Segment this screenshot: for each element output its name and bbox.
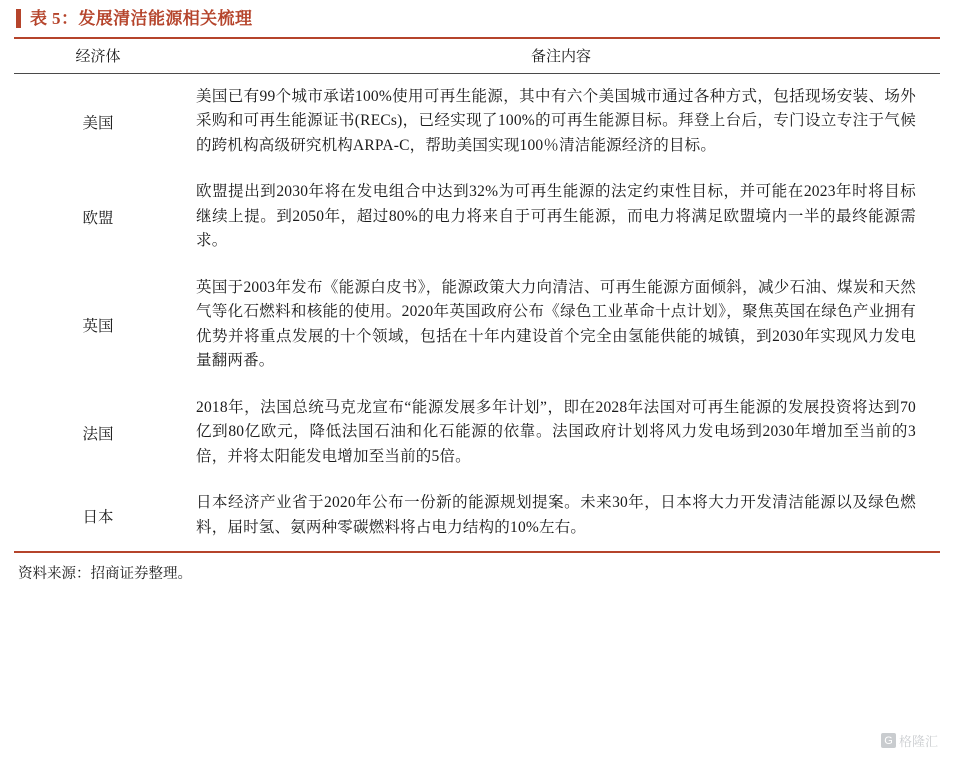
table-title bbox=[14, 0, 940, 36]
table-header bbox=[14, 39, 940, 73]
table-row bbox=[14, 480, 940, 551]
title-accent-bar bbox=[16, 9, 21, 28]
cell-economy: 欧盟 bbox=[82, 210, 114, 228]
cell-note: 英国于2003年发布《能源白皮书》，能源政策大力向清洁、可再生能源方面倾斜，减少石油、煤炭和天然气等化石燃料和核能的使用。2020年英国政府公布《绿色工业革命十点计划》，聚焦英国在绿色产业拥有优势并将重点发展的十个领域，包括在十年内建设首个完全由氢能供能的城镇，到2030年实现风力发电量翻两番。 bbox=[196, 278, 916, 370]
table-body bbox=[14, 73, 940, 551]
cell-note: 日本经济产业省于2020年公布一份新的能源规划提案。未来30年，日本将大力开发清洁能源以及绿色燃料，届时氢、氨两种零碳燃料将占电力结构的10%左右。 bbox=[196, 494, 916, 536]
source-note: 资料来源：招商证券整理。 bbox=[18, 566, 192, 583]
watermark-logo-icon: G bbox=[881, 733, 896, 748]
clean-energy-table bbox=[14, 39, 940, 551]
header-row bbox=[14, 39, 940, 73]
cell-economy: 美国 bbox=[82, 114, 114, 132]
table-row bbox=[14, 169, 940, 264]
header-economy: 经济体 bbox=[75, 49, 121, 65]
cell-note: 美国已有99个城市承诺100%使用可再生能源，其中有六个美国城市通过各种方式，包括现场安装、场外采购和可再生能源证书(RECs)，已经实现了100%的可再生能源目标。拜登上台后，专门设立专注于气候的跨机构高级研究机构ARPA-C，帮助美国实现100％清洁能源经济的目标。 bbox=[196, 88, 916, 154]
cell-note: 2018年，法国总统马克龙宣布“能源发展多年计划”，即在2028年法国对可再生能源的发展投资将达到70亿到80亿欧元，降低法国石油和化石能源的依靠。法国政府计划将风力发电场到2030年增加至当前的3倍，并将太阳能发电增加至当前的5倍。 bbox=[196, 398, 916, 465]
header-note: 备注内容 bbox=[530, 49, 591, 65]
cell-note: 欧盟提出到2030年将在发电组合中达到32%为可再生能源的法定约束性目标，并可能在2023年时将目标继续上提。到2050年，超过80%的电力将来自于可再生能源，而电力将满足欧盟境内一半的最终能源需求。 bbox=[196, 183, 916, 250]
cell-economy: 法国 bbox=[82, 425, 114, 443]
table-row bbox=[14, 265, 940, 385]
cell-economy: 英国 bbox=[82, 317, 114, 335]
table-row bbox=[14, 74, 940, 169]
cell-economy: 日本 bbox=[82, 508, 114, 526]
title-text: 表 5：发展清洁能源相关梳理 bbox=[30, 8, 253, 28]
watermark-text: 格隆汇 bbox=[898, 734, 938, 749]
watermark bbox=[881, 731, 938, 750]
table-row bbox=[14, 385, 940, 480]
